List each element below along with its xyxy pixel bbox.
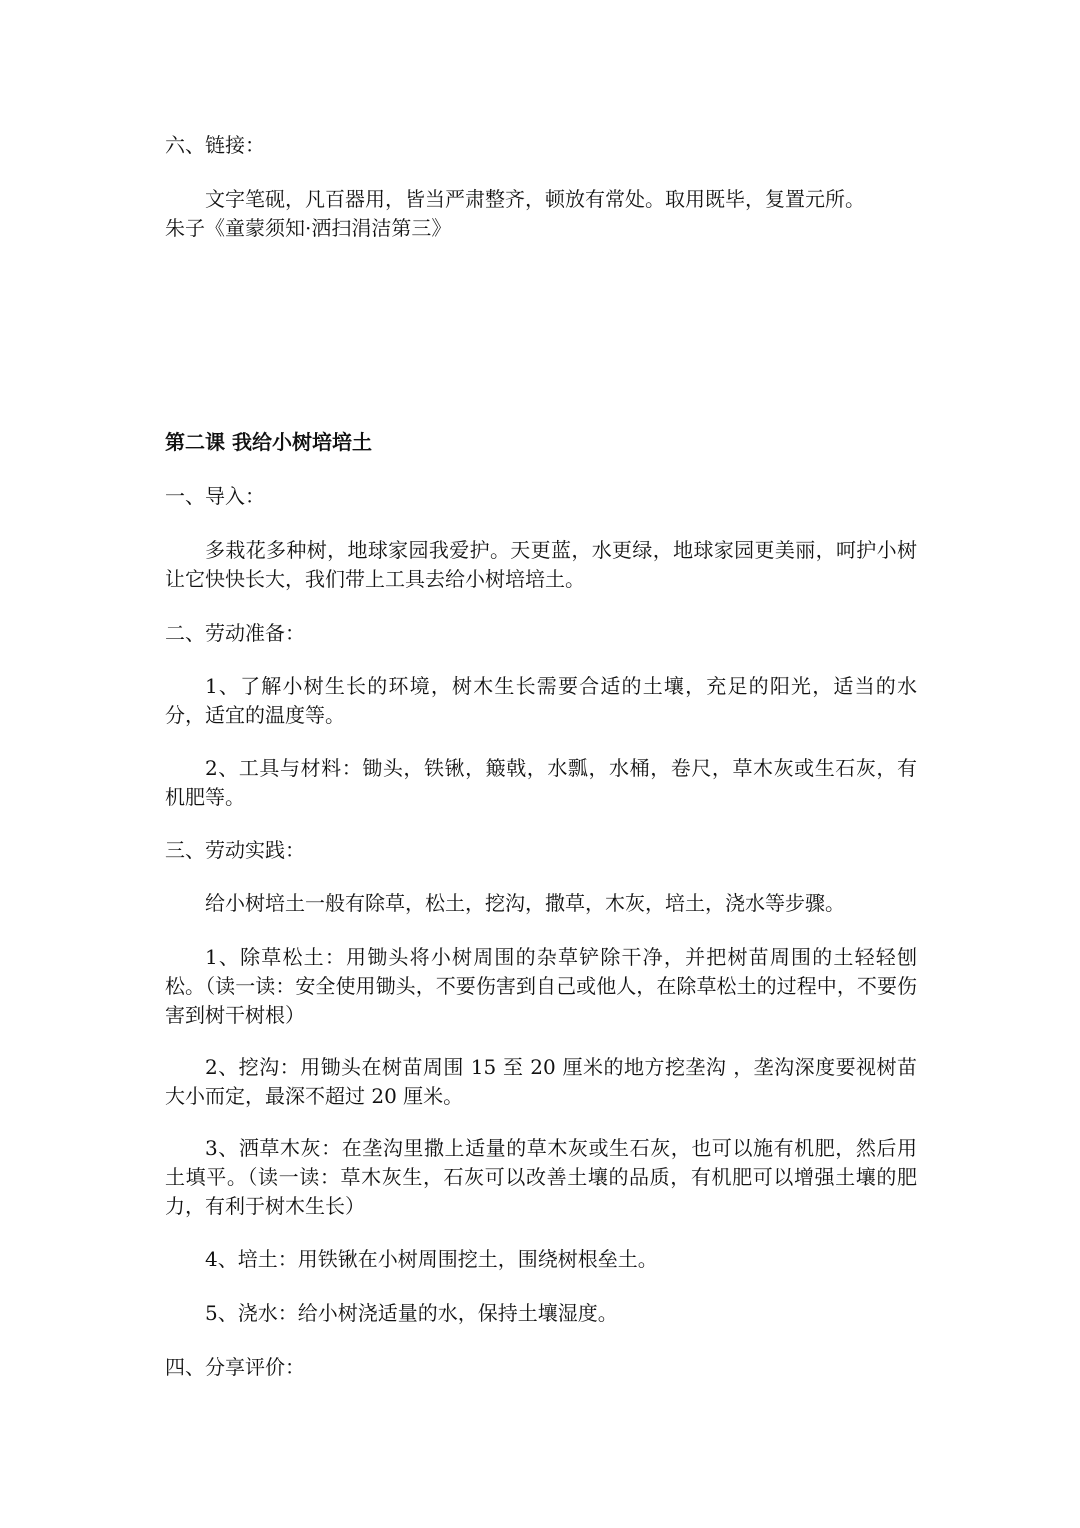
practice-step-2: 2、挖沟：用锄头在树苗周围 15 至 20 厘米的地方挖垄沟 ，垄沟深度要视树苗大小而定，最深不超过 20 厘米。 (165, 1055, 917, 1108)
practice-step-1: 1、除草松土：用锄头将小树周围的杂草铲除干净，并把树苗周围的土轻轻刨松。（读一读：安全使用锄头，不要伤害到自己或他人，在除草松土的过程中，不要伤害到树干树根） (165, 945, 917, 1027)
practice-step-5: 5、浇水：给小树浇适量的水，保持土壤湿度。 (205, 1301, 618, 1325)
practice-step-4: 4、培土：用铁锹在小树周围挖土，围绕树根垒土。 (205, 1247, 658, 1271)
prep-item-1: 1、了解小树生长的环境，树木生长需要合适的土壤，充足的阳光，适当的水分，适宜的温度等。 (165, 674, 917, 727)
links-quote-line1: 文字笔砚，凡百器用，皆当严肃整齐，顿放有常处。取用既毕，复置元所。 (205, 187, 865, 211)
links-heading: 六、链接： (165, 133, 265, 157)
lesson-title: 第二课 我给小树培培土 (165, 430, 372, 454)
intro-heading: 一、导入： (165, 484, 265, 508)
links-quote-source: 朱子《童蒙须知·洒扫涓洁第三》 (165, 216, 452, 240)
practice-summary: 给小树培土一般有除草，松土，挖沟，撒草，木灰，培土，浇水等步骤。 (205, 891, 845, 915)
practice-heading: 三、劳动实践： (165, 838, 305, 862)
prep-heading: 二、劳动准备： (165, 621, 305, 645)
prep-item-2: 2、工具与材料：锄头，铁锹，簸戟，水瓢，水桶，卷尺，草木灰或生石灰，有机肥等。 (165, 756, 917, 809)
share-heading: 四、分享评价： (165, 1355, 305, 1379)
intro-paragraph: 多栽花多种树，地球家园我爱护。天更蓝，水更绿，地球家园更美丽，呵护小树让它快快长大，我们带上工具去给小树培培土。 (165, 538, 917, 591)
practice-step-3: 3、洒草木灰：在垄沟里撒上适量的草木灰或生石灰，也可以施有机肥，然后用土填平。（读一读：草木灰生，石灰可以改善土壤的品质，有机肥可以增强土壤的肥力，有利于树木生长） (165, 1136, 917, 1218)
